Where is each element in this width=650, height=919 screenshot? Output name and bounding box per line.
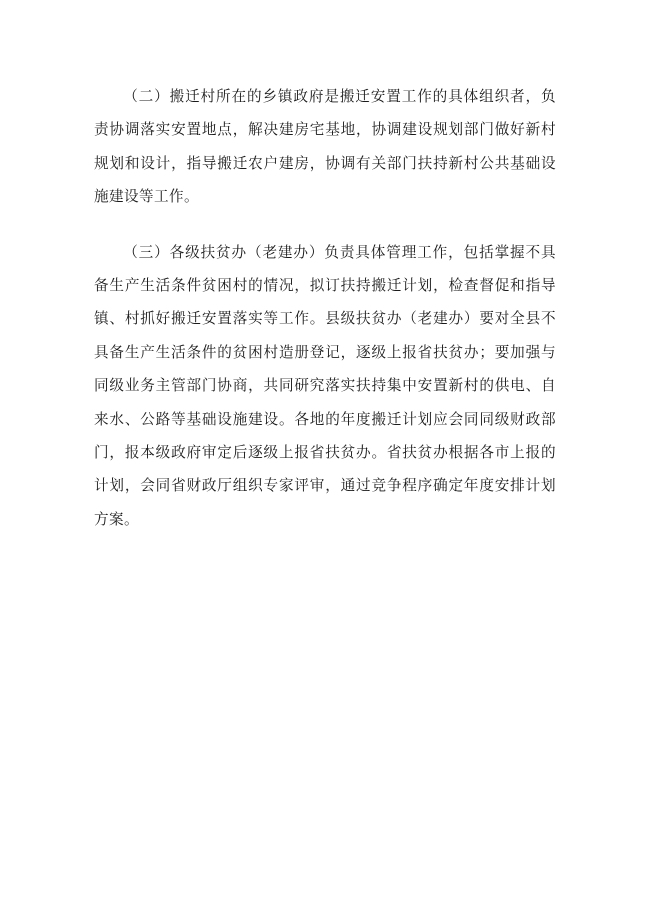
paragraph-2-township-responsibilities: （二）搬迁村所在的乡镇政府是搬迁安置工作的具体组织者，负责协调落实安置地点，解决建房宅基地，协调建设规划部门做好新村规划和设计，指导搬迁农户建房，协调有关部门扶持新村公共基础设施建设等工作。 (94, 88, 556, 206)
document-body (94, 80, 556, 536)
paragraph-3-poverty-office-responsibilities: （三）各级扶贫办（老建办）负责具体管理工作，包括掌握不具备生产生活条件贫困村的情况，拟订扶持搬迁计划，检查督促和指导镇、村抓好搬迁安置落实等工作。县级扶贫办（老建办）要对全县不具备生产生活条件的贫困村造册登记，逐级上报省扶贫办；要加强与同级业务主管部门协商，共同研究落实扶持集中安置新村的供电、自来水、公路等基础设施建设。各地的年度搬迁计划应会同同级财政部门，报本级政府审定后逐级上报省扶贫办。省扶贫办根据各市上报的计划，会同省财政厅组织专家评审，通过竞争程序确定年度安排计划方案。 (94, 243, 556, 528)
